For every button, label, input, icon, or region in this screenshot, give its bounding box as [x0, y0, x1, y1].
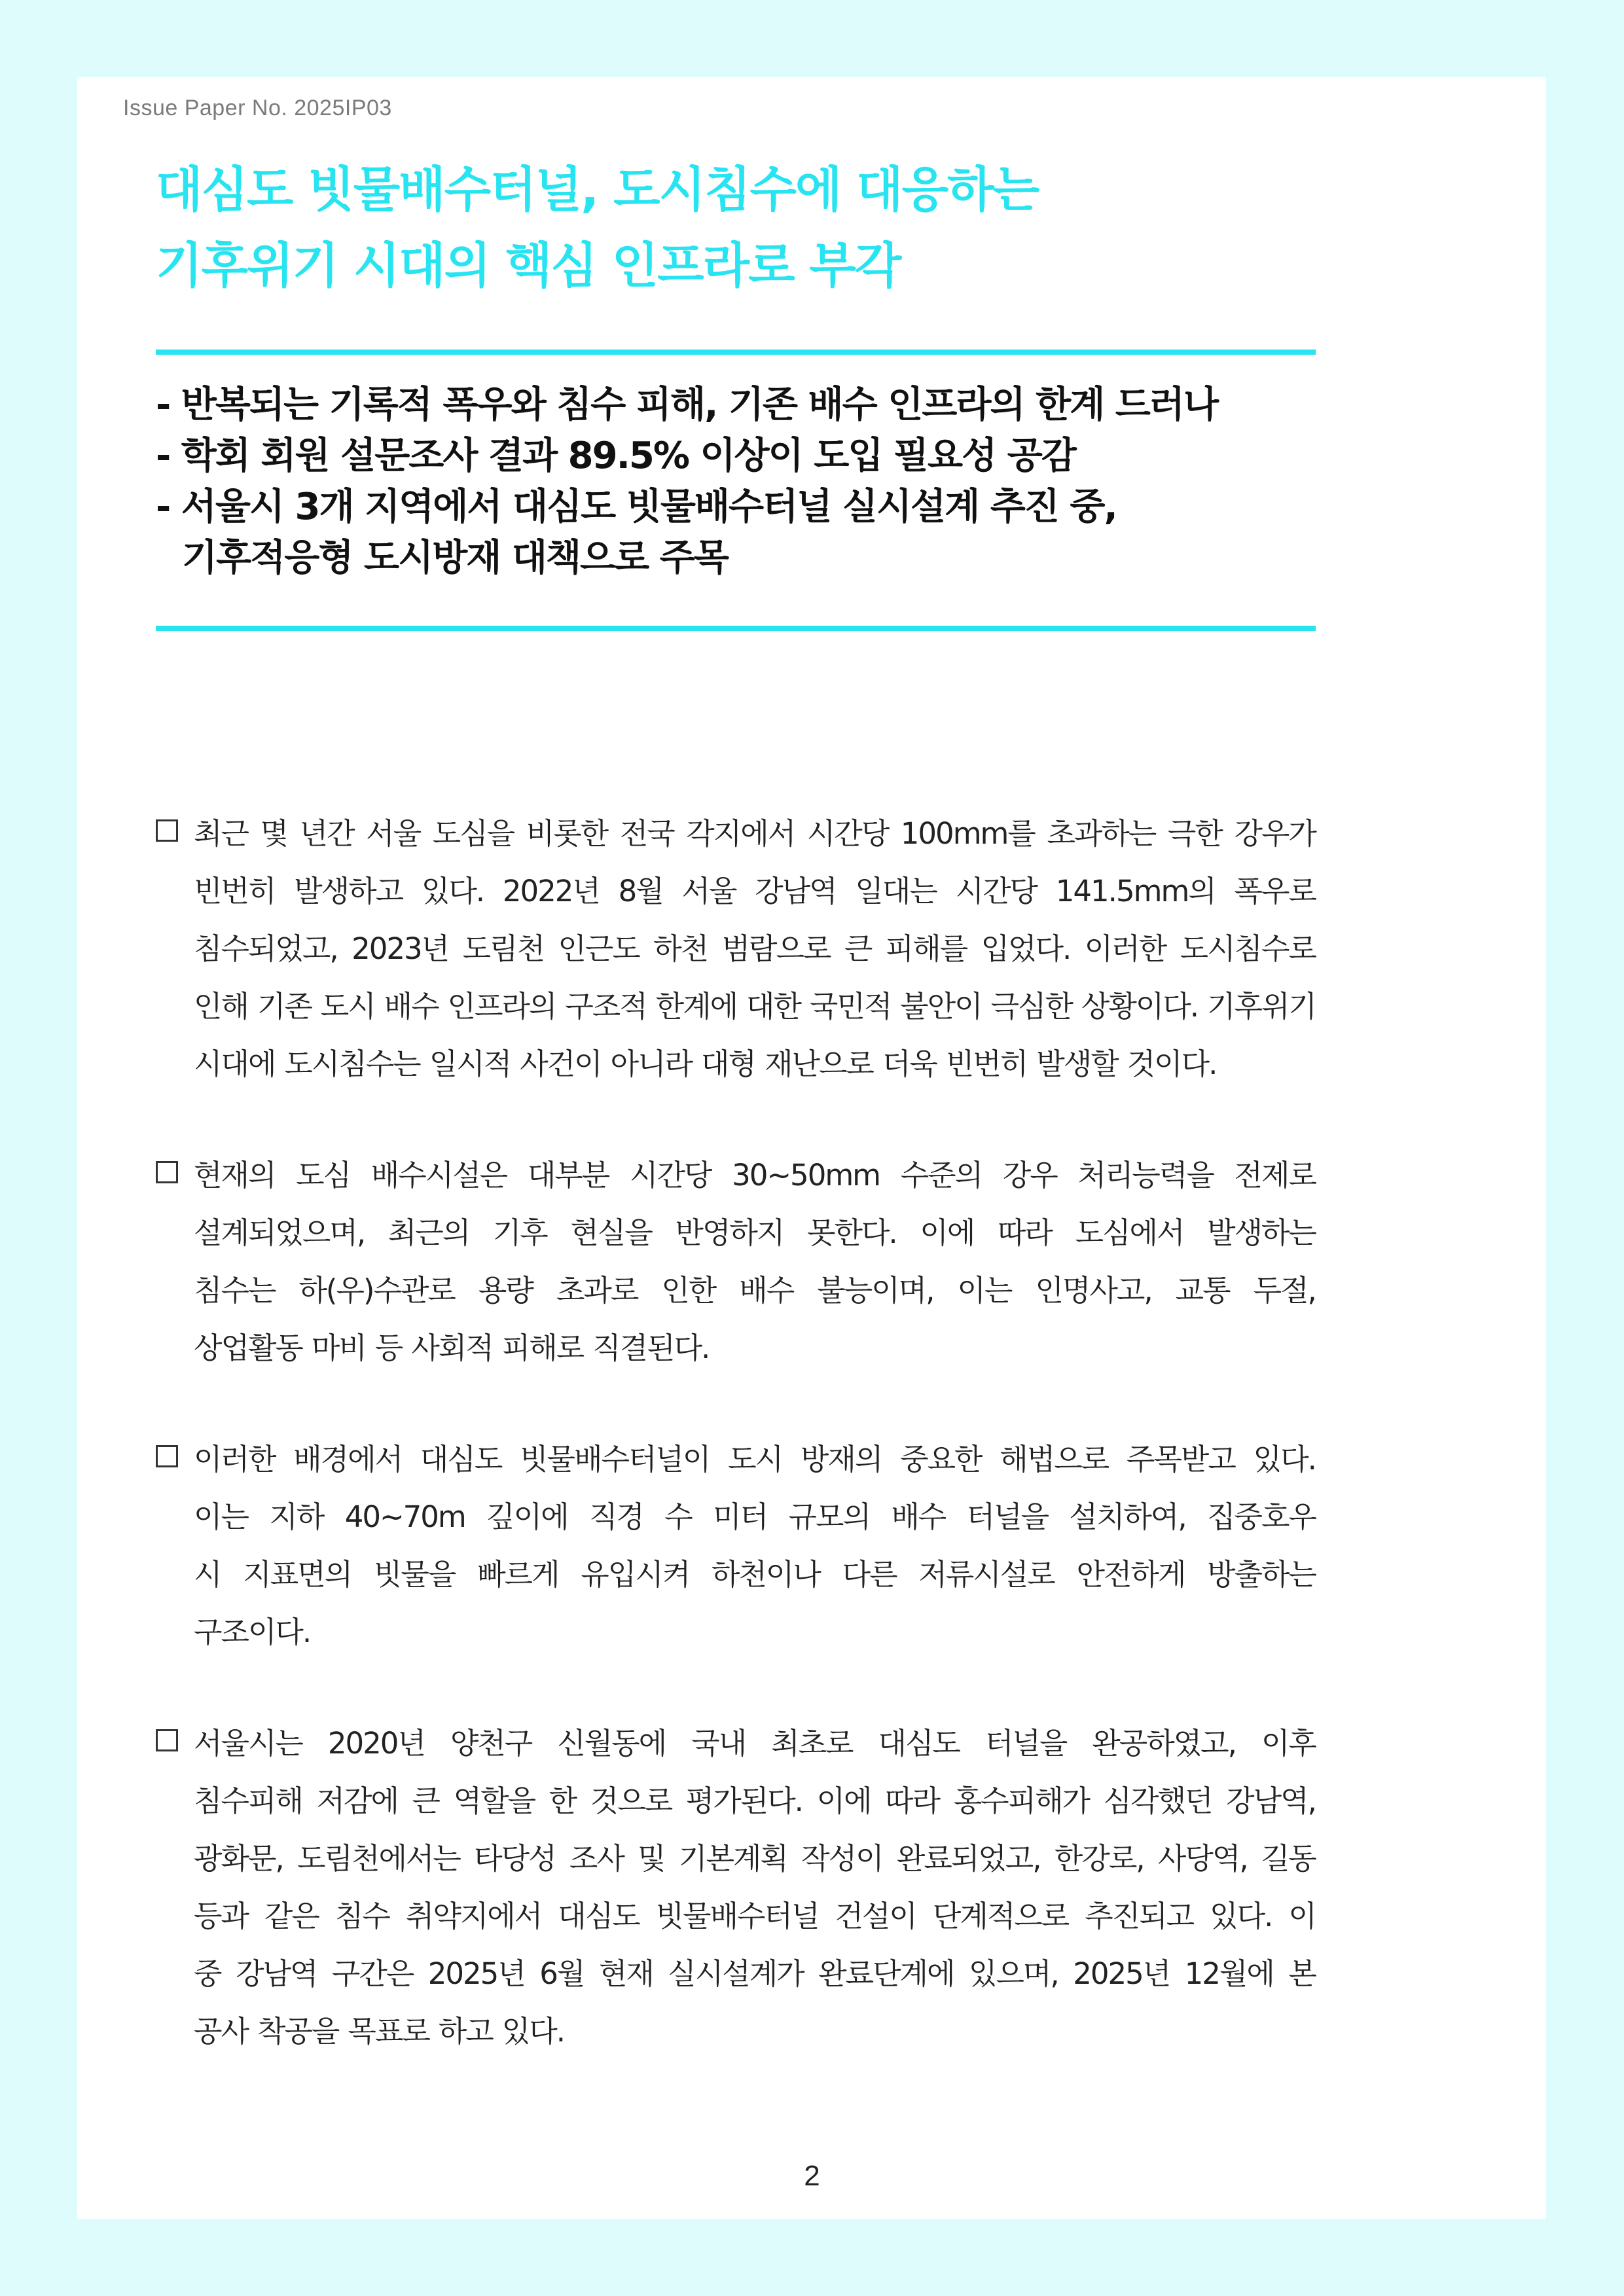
paragraph-line: 침수는 하(우)수관로 용량 초과로 인한 배수 불능이며, 이는 인명사고, 교통 두절, — [194, 1273, 1316, 1308]
summary-line-1: - 반복되는 기록적 폭우와 침수 피해, 기존 배수 인프라의 한계 드러나 — [156, 384, 1218, 426]
paragraph-line: 최근 몇 년간 서울 도심을 비롯한 전국 각지에서 시간당 100mm를 초과하는 극한 강우가 — [194, 816, 1316, 851]
paragraph-2 — [156, 1147, 1316, 1377]
paragraph-line: 빈번히 발생하고 있다. 2022년 8월 서울 강남역 일대는 시간당 141.5mm의 폭우로 — [194, 874, 1316, 908]
checkbox-bullet-icon — [156, 1729, 178, 1751]
summary-line-4: 기후적응형 도시방재 대책으로 주목 — [182, 537, 728, 579]
summary-line-2: - 학회 회원 설문조사 결과 89.5% 이상이 도입 필요성 공감 — [156, 435, 1075, 477]
paragraph-3 — [156, 1431, 1316, 1661]
paragraph-line: 인해 기존 도시 배수 인프라의 구조적 한계에 대한 국민적 불안이 극심한 상황이다. 기후위기 — [194, 989, 1316, 1024]
summary-line-3: - 서울시 3개 지역에서 대심도 빗물배수터널 실시설계 추진 중, — [156, 486, 1117, 528]
title-line-1: 대심도 빗물배수터널, 도시침수에 대응하는 — [156, 162, 1039, 218]
paragraph-line: 이는 지하 40~70m 깊이에 직경 수 미터 규모의 배수 터널을 설치하여, 집중호우 — [194, 1499, 1316, 1534]
paragraph-line: 구조이다. — [194, 1615, 311, 1649]
paragraph-4 — [156, 1715, 1316, 2060]
paragraph-line: 침수되었고, 2023년 도림천 인근도 하천 범람으로 큰 피해를 입었다. 이러한 도시침수로 — [194, 931, 1316, 966]
summary-box — [156, 380, 1316, 584]
page-number: 2 — [804, 2160, 820, 2192]
summary-bottom-rule — [156, 626, 1316, 631]
summary-top-rule — [156, 350, 1316, 355]
paragraph-line: 설계되었으며, 최근의 기후 현실을 반영하지 못한다. 이에 따라 도심에서 발생하는 — [194, 1215, 1316, 1250]
paragraph-line: 공사 착공을 목표로 하고 있다. — [194, 2014, 564, 2049]
paragraph-line: 광화문, 도림천에서는 타당성 조사 및 기본계획 작성이 완료되었고, 한강로, 사당역, 길동 — [194, 1841, 1316, 1876]
paragraph-line: 현재의 도심 배수시설은 대부분 시간당 30~50mm 수준의 강우 처리능력을 전제로 — [194, 1158, 1316, 1193]
paragraph-line: 중 강남역 구간은 2025년 6월 현재 실시설계가 완료단계에 있으며, 2025년 12월에 본 — [194, 1956, 1316, 1991]
checkbox-bullet-icon — [156, 819, 178, 842]
paragraph-line: 시 지표면의 빗물을 빠르게 유입시켜 하천이나 다른 저류시설로 안전하게 방출하는 — [194, 1557, 1316, 1592]
paragraph-line: 침수피해 저감에 큰 역할을 한 것으로 평가된다. 이에 따라 홍수피해가 심각했던 강남역, — [194, 1784, 1316, 1818]
page-title — [156, 152, 1399, 304]
title-line-2: 기후위기 시대의 핵심 인프라로 부각 — [156, 238, 901, 294]
paragraph-line: 상업활동 마비 등 사회적 피해로 직결된다. — [194, 1331, 710, 1365]
paragraph-line: 시대에 도시침수는 일시적 사건이 아니라 대형 재난으로 더욱 빈번히 발생할 것이다. — [194, 1047, 1217, 1081]
paragraph-line: 이러한 배경에서 대심도 빗물배수터널이 도시 방재의 중요한 해법으로 주목받고 있다. — [194, 1442, 1316, 1477]
issue-number: Issue Paper No. 2025IP03 — [123, 96, 392, 120]
checkbox-bullet-icon — [156, 1161, 178, 1183]
paragraph-line: 등과 같은 침수 취약지에서 대심도 빗물배수터널 건설이 단계적으로 추진되고 있다. 이 — [194, 1899, 1316, 1933]
checkbox-bullet-icon — [156, 1445, 178, 1467]
paragraph-line: 서울시는 2020년 양천구 신월동에 국내 최초로 대심도 터널을 완공하였고, 이후 — [194, 1726, 1316, 1761]
paragraph-1 — [156, 805, 1316, 1093]
